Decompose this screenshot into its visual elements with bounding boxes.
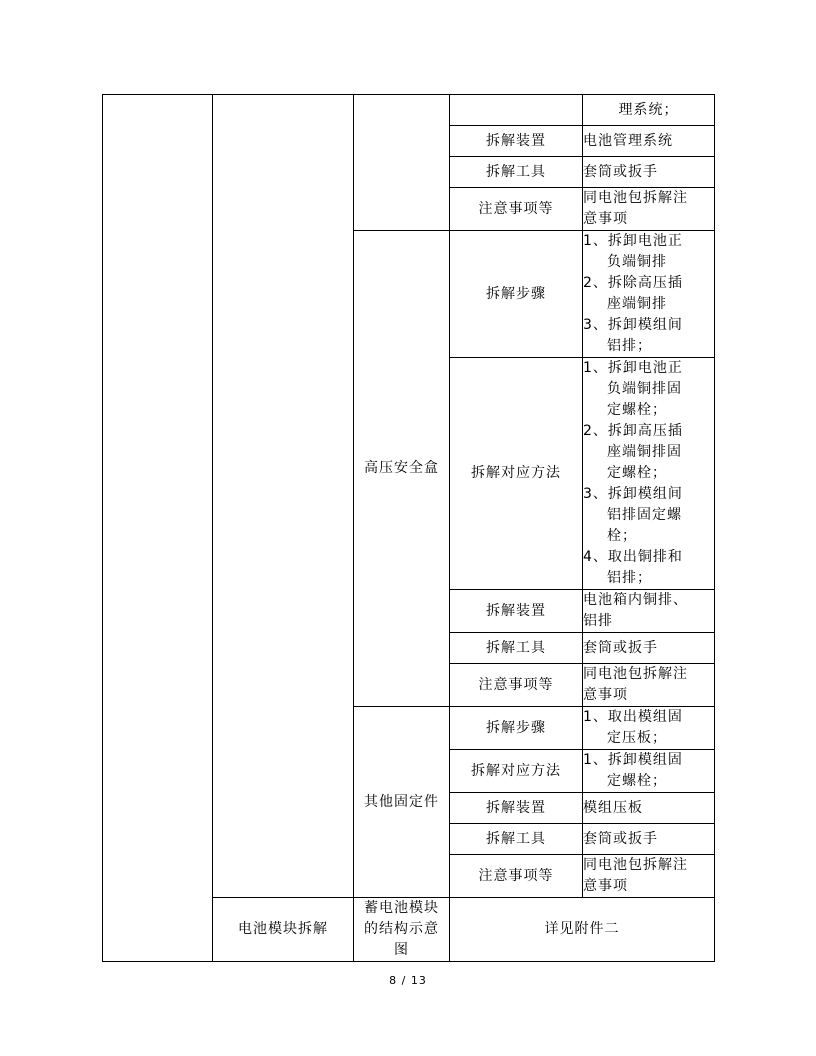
list-item: 2、拆除高压插 座端铜排 bbox=[583, 275, 683, 312]
bms-notes-value: 同电池包拆解注 意事项 bbox=[583, 188, 715, 231]
section-cell-empty bbox=[213, 95, 354, 898]
module-section-name: 电池模块拆解 bbox=[213, 898, 354, 962]
list-item: 1、拆卸模组固 定螺栓； bbox=[583, 752, 683, 789]
fasteners-notes-value: 同电池包拆解注 意事项 bbox=[583, 855, 715, 898]
bms-device-label: 拆解装置 bbox=[450, 126, 583, 157]
page-number: 8 / 13 bbox=[389, 974, 427, 987]
bms-continuation: 理系统； bbox=[583, 95, 715, 126]
module-diagram-label: 蓄电池模块 的结构示意 图 bbox=[354, 898, 450, 962]
hv-box-name: 高压安全盒 bbox=[354, 231, 450, 707]
bms-notes-label: 注意事项等 bbox=[450, 188, 583, 231]
fasteners-steps-label: 拆解步骤 bbox=[450, 707, 583, 750]
hv-notes-label: 注意事项等 bbox=[450, 664, 583, 707]
component-cell-bms bbox=[354, 95, 450, 231]
list-item: 1、拆卸电池正 负端铜排固 定螺栓； bbox=[583, 360, 683, 418]
module-diagram-value: 详见附件二 bbox=[450, 898, 715, 962]
fasteners-steps-value bbox=[583, 707, 715, 750]
bms-tool-value: 套筒或扳手 bbox=[583, 157, 715, 188]
list-item: 2、拆卸高压插 座端铜排固 定螺栓； bbox=[583, 423, 683, 481]
list-item: 1、拆卸电池正 负端铜排 bbox=[583, 233, 683, 270]
list-item: 1、取出模组固 定压板； bbox=[583, 709, 683, 746]
hv-tool-label: 拆解工具 bbox=[450, 633, 583, 664]
fasteners-tool-value: 套筒或扳手 bbox=[583, 824, 715, 855]
label-cell-empty bbox=[450, 95, 583, 126]
hv-steps-label: 拆解步骤 bbox=[450, 231, 583, 358]
hv-device-value: 电池箱内铜排、 铝排 bbox=[583, 590, 715, 633]
bms-tool-label: 拆解工具 bbox=[450, 157, 583, 188]
list-item: 3、拆卸模组间 铝排； bbox=[583, 317, 683, 354]
list-item: 4、取出铜排和 铝排； bbox=[583, 549, 683, 586]
fasteners-device-value: 模组压板 bbox=[583, 793, 715, 824]
bms-device-value: 电池管理系统 bbox=[583, 126, 715, 157]
fasteners-name: 其他固定件 bbox=[354, 707, 450, 898]
fasteners-device-label: 拆解装置 bbox=[450, 793, 583, 824]
fasteners-method-value bbox=[583, 750, 715, 793]
hv-tool-value: 套筒或扳手 bbox=[583, 633, 715, 664]
hv-steps-value bbox=[583, 231, 715, 358]
disassembly-table bbox=[102, 94, 715, 962]
fasteners-notes-label: 注意事项等 bbox=[450, 855, 583, 898]
hv-method-value bbox=[583, 358, 715, 590]
list-item: 3、拆卸模组间 铝排固定螺 栓； bbox=[583, 486, 683, 544]
fasteners-tool-label: 拆解工具 bbox=[450, 824, 583, 855]
hv-method-label: 拆解对应方法 bbox=[450, 358, 583, 590]
hv-notes-value: 同电池包拆解注 意事项 bbox=[583, 664, 715, 707]
category-cell-empty bbox=[103, 95, 213, 962]
fasteners-method-label: 拆解对应方法 bbox=[450, 750, 583, 793]
hv-device-label: 拆解装置 bbox=[450, 590, 583, 633]
